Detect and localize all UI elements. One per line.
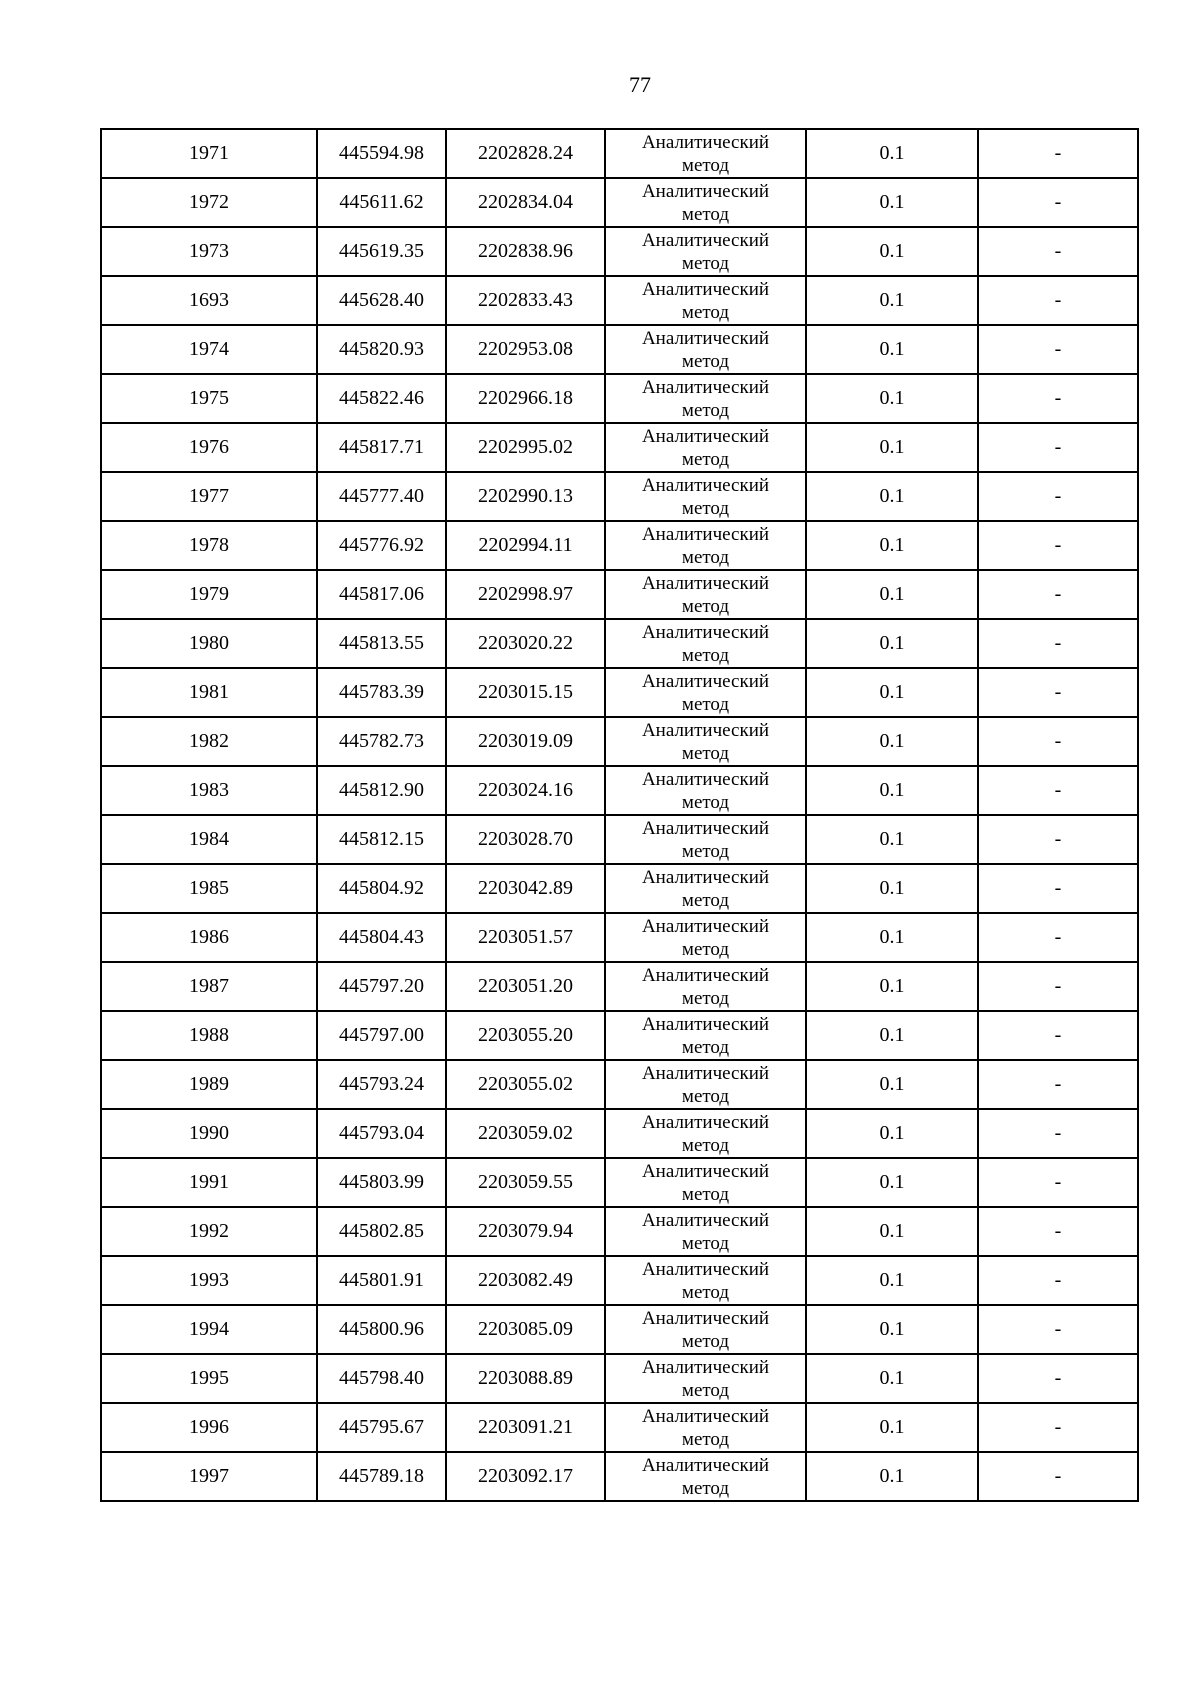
- y-coordinate-cell: 2203019.09: [446, 717, 605, 766]
- method-cell: [605, 178, 806, 227]
- method-line-2: метод: [681, 889, 730, 911]
- note-cell: -: [978, 276, 1138, 325]
- method-cell: [605, 1011, 806, 1060]
- point-number-cell: 1983: [101, 766, 317, 815]
- method-line-1: Аналитический: [641, 768, 770, 790]
- method-line-2: метод: [681, 350, 730, 372]
- method-cell: [605, 276, 806, 325]
- method-line-1: Аналитический: [641, 229, 770, 251]
- note-cell: -: [978, 864, 1138, 913]
- method-cell: [605, 668, 806, 717]
- method-line-2: метод: [681, 301, 730, 323]
- note-cell: -: [978, 1158, 1138, 1207]
- note-cell: -: [978, 619, 1138, 668]
- method-line-2: метод: [681, 203, 730, 225]
- y-coordinate-cell: 2203024.16: [446, 766, 605, 815]
- accuracy-cell: 0.1: [806, 521, 978, 570]
- accuracy-cell: 0.1: [806, 325, 978, 374]
- y-coordinate-cell: 2203015.15: [446, 668, 605, 717]
- table-row: [101, 1305, 1138, 1354]
- method-line-2: метод: [681, 644, 730, 666]
- accuracy-cell: 0.1: [806, 668, 978, 717]
- method-line-1: Аналитический: [641, 817, 770, 839]
- y-coordinate-cell: 2203082.49: [446, 1256, 605, 1305]
- table-row: [101, 668, 1138, 717]
- method-line-1: Аналитический: [641, 1160, 770, 1182]
- table-row: [101, 521, 1138, 570]
- table-row: [101, 717, 1138, 766]
- method-line-2: метод: [681, 938, 730, 960]
- y-coordinate-cell: 2202966.18: [446, 374, 605, 423]
- table-row: [101, 1011, 1138, 1060]
- method-line-2: метод: [681, 546, 730, 568]
- method-cell: [605, 619, 806, 668]
- y-coordinate-cell: 2202994.11: [446, 521, 605, 570]
- y-coordinate-cell: 2202990.13: [446, 472, 605, 521]
- method-cell: [605, 1452, 806, 1501]
- accuracy-cell: 0.1: [806, 962, 978, 1011]
- y-coordinate-cell: 2203020.22: [446, 619, 605, 668]
- point-number-cell: 1972: [101, 178, 317, 227]
- method-line-2: метод: [681, 1134, 730, 1156]
- method-line-1: Аналитический: [641, 1454, 770, 1476]
- y-coordinate-cell: 2203059.02: [446, 1109, 605, 1158]
- method-line-2: метод: [681, 1428, 730, 1450]
- y-coordinate-cell: 2203079.94: [446, 1207, 605, 1256]
- table-row: [101, 570, 1138, 619]
- method-line-2: метод: [681, 987, 730, 1009]
- method-line-2: метод: [681, 154, 730, 176]
- y-coordinate-cell: 2203042.89: [446, 864, 605, 913]
- table-row: [101, 962, 1138, 1011]
- x-coordinate-cell: 445804.92: [317, 864, 446, 913]
- note-cell: -: [978, 423, 1138, 472]
- method-line-1: Аналитический: [641, 1307, 770, 1329]
- x-coordinate-cell: 445803.99: [317, 1158, 446, 1207]
- table-row: [101, 1158, 1138, 1207]
- note-cell: -: [978, 1109, 1138, 1158]
- table-row: [101, 227, 1138, 276]
- method-line-1: Аналитический: [641, 1258, 770, 1280]
- y-coordinate-cell: 2203028.70: [446, 815, 605, 864]
- accuracy-cell: 0.1: [806, 1305, 978, 1354]
- x-coordinate-cell: 445797.20: [317, 962, 446, 1011]
- x-coordinate-cell: 445594.98: [317, 129, 446, 178]
- accuracy-cell: 0.1: [806, 570, 978, 619]
- point-number-cell: 1991: [101, 1158, 317, 1207]
- method-cell: [605, 423, 806, 472]
- x-coordinate-cell: 445776.92: [317, 521, 446, 570]
- y-coordinate-cell: 2203091.21: [446, 1403, 605, 1452]
- x-coordinate-cell: 445783.39: [317, 668, 446, 717]
- point-number-cell: 1693: [101, 276, 317, 325]
- method-line-2: метод: [681, 1085, 730, 1107]
- coordinates-table-body: [101, 129, 1138, 1501]
- method-line-1: Аналитический: [641, 327, 770, 349]
- accuracy-cell: 0.1: [806, 1207, 978, 1256]
- x-coordinate-cell: 445800.96: [317, 1305, 446, 1354]
- page-number: 77: [629, 72, 651, 97]
- point-number-cell: 1993: [101, 1256, 317, 1305]
- method-line-1: Аналитический: [641, 376, 770, 398]
- x-coordinate-cell: 445797.00: [317, 1011, 446, 1060]
- note-cell: -: [978, 1207, 1138, 1256]
- accuracy-cell: 0.1: [806, 717, 978, 766]
- method-cell: [605, 227, 806, 276]
- method-line-1: Аналитический: [641, 866, 770, 888]
- accuracy-cell: 0.1: [806, 913, 978, 962]
- y-coordinate-cell: 2203055.20: [446, 1011, 605, 1060]
- method-cell: [605, 913, 806, 962]
- point-number-cell: 1978: [101, 521, 317, 570]
- method-line-1: Аналитический: [641, 1062, 770, 1084]
- point-number-cell: 1996: [101, 1403, 317, 1452]
- x-coordinate-cell: 445801.91: [317, 1256, 446, 1305]
- method-line-2: метод: [681, 399, 730, 421]
- note-cell: -: [978, 962, 1138, 1011]
- method-cell: [605, 325, 806, 374]
- note-cell: -: [978, 374, 1138, 423]
- y-coordinate-cell: 2203088.89: [446, 1354, 605, 1403]
- point-number-cell: 1973: [101, 227, 317, 276]
- x-coordinate-cell: 445822.46: [317, 374, 446, 423]
- y-coordinate-cell: 2202834.04: [446, 178, 605, 227]
- x-coordinate-cell: 445812.15: [317, 815, 446, 864]
- point-number-cell: 1980: [101, 619, 317, 668]
- method-line-1: Аналитический: [641, 1405, 770, 1427]
- table-row: [101, 1403, 1138, 1452]
- method-cell: [605, 1305, 806, 1354]
- method-line-2: метод: [681, 791, 730, 813]
- method-cell: [605, 962, 806, 1011]
- method-cell: [605, 815, 806, 864]
- method-cell: [605, 766, 806, 815]
- note-cell: -: [978, 1256, 1138, 1305]
- accuracy-cell: 0.1: [806, 1060, 978, 1109]
- point-number-cell: 1977: [101, 472, 317, 521]
- table-row: [101, 619, 1138, 668]
- table-row: [101, 1109, 1138, 1158]
- method-line-2: метод: [681, 1477, 730, 1499]
- x-coordinate-cell: 445628.40: [317, 276, 446, 325]
- y-coordinate-cell: 2203085.09: [446, 1305, 605, 1354]
- note-cell: -: [978, 570, 1138, 619]
- y-coordinate-cell: 2203051.20: [446, 962, 605, 1011]
- method-line-2: метод: [681, 1183, 730, 1205]
- x-coordinate-cell: 445802.85: [317, 1207, 446, 1256]
- method-cell: [605, 570, 806, 619]
- note-cell: -: [978, 766, 1138, 815]
- table-row: [101, 1354, 1138, 1403]
- note-cell: -: [978, 129, 1138, 178]
- y-coordinate-cell: 2202998.97: [446, 570, 605, 619]
- y-coordinate-cell: 2203092.17: [446, 1452, 605, 1501]
- accuracy-cell: 0.1: [806, 1109, 978, 1158]
- note-cell: -: [978, 815, 1138, 864]
- x-coordinate-cell: 445795.67: [317, 1403, 446, 1452]
- note-cell: -: [978, 1354, 1138, 1403]
- y-coordinate-cell: 2203051.57: [446, 913, 605, 962]
- point-number-cell: 1988: [101, 1011, 317, 1060]
- note-cell: -: [978, 913, 1138, 962]
- method-line-1: Аналитический: [641, 964, 770, 986]
- method-line-1: Аналитический: [641, 572, 770, 594]
- accuracy-cell: 0.1: [806, 1256, 978, 1305]
- method-line-1: Аналитический: [641, 915, 770, 937]
- method-line-2: метод: [681, 497, 730, 519]
- accuracy-cell: 0.1: [806, 374, 978, 423]
- point-number-cell: 1989: [101, 1060, 317, 1109]
- point-number-cell: 1997: [101, 1452, 317, 1501]
- x-coordinate-cell: 445793.04: [317, 1109, 446, 1158]
- point-number-cell: 1985: [101, 864, 317, 913]
- accuracy-cell: 0.1: [806, 1403, 978, 1452]
- method-line-2: метод: [681, 742, 730, 764]
- point-number-cell: 1990: [101, 1109, 317, 1158]
- accuracy-cell: 0.1: [806, 619, 978, 668]
- note-cell: -: [978, 1452, 1138, 1501]
- method-cell: [605, 1403, 806, 1452]
- point-number-cell: 1987: [101, 962, 317, 1011]
- table-row: [101, 1207, 1138, 1256]
- note-cell: -: [978, 668, 1138, 717]
- x-coordinate-cell: 445789.18: [317, 1452, 446, 1501]
- method-line-2: метод: [681, 252, 730, 274]
- point-number-cell: 1982: [101, 717, 317, 766]
- method-cell: [605, 374, 806, 423]
- method-cell: [605, 864, 806, 913]
- accuracy-cell: 0.1: [806, 864, 978, 913]
- note-cell: -: [978, 1305, 1138, 1354]
- method-line-1: Аналитический: [641, 474, 770, 496]
- point-number-cell: 1971: [101, 129, 317, 178]
- table-row: [101, 374, 1138, 423]
- point-number-cell: 1974: [101, 325, 317, 374]
- x-coordinate-cell: 445619.35: [317, 227, 446, 276]
- table-row: [101, 1256, 1138, 1305]
- point-number-cell: 1994: [101, 1305, 317, 1354]
- method-line-1: Аналитический: [641, 719, 770, 741]
- method-line-1: Аналитический: [641, 670, 770, 692]
- method-line-2: метод: [681, 1379, 730, 1401]
- accuracy-cell: 0.1: [806, 766, 978, 815]
- method-cell: [605, 1256, 806, 1305]
- coordinates-table: [100, 128, 1139, 1502]
- method-line-2: метод: [681, 1330, 730, 1352]
- accuracy-cell: 0.1: [806, 1011, 978, 1060]
- note-cell: -: [978, 325, 1138, 374]
- accuracy-cell: 0.1: [806, 178, 978, 227]
- method-cell: [605, 1207, 806, 1256]
- note-cell: -: [978, 1403, 1138, 1452]
- method-line-1: Аналитический: [641, 1111, 770, 1133]
- y-coordinate-cell: 2203055.02: [446, 1060, 605, 1109]
- method-line-2: метод: [681, 1036, 730, 1058]
- accuracy-cell: 0.1: [806, 1452, 978, 1501]
- point-number-cell: 1984: [101, 815, 317, 864]
- x-coordinate-cell: 445817.71: [317, 423, 446, 472]
- y-coordinate-cell: 2203059.55: [446, 1158, 605, 1207]
- y-coordinate-cell: 2202953.08: [446, 325, 605, 374]
- note-cell: -: [978, 521, 1138, 570]
- method-line-2: метод: [681, 1232, 730, 1254]
- method-cell: [605, 129, 806, 178]
- method-cell: [605, 1158, 806, 1207]
- table-row: [101, 423, 1138, 472]
- x-coordinate-cell: 445817.06: [317, 570, 446, 619]
- method-line-2: метод: [681, 1281, 730, 1303]
- point-number-cell: 1979: [101, 570, 317, 619]
- method-line-1: Аналитический: [641, 1013, 770, 1035]
- method-line-1: Аналитический: [641, 1209, 770, 1231]
- accuracy-cell: 0.1: [806, 1158, 978, 1207]
- x-coordinate-cell: 445793.24: [317, 1060, 446, 1109]
- table-row: [101, 766, 1138, 815]
- method-line-1: Аналитический: [641, 621, 770, 643]
- y-coordinate-cell: 2202833.43: [446, 276, 605, 325]
- note-cell: -: [978, 472, 1138, 521]
- table-row: [101, 129, 1138, 178]
- table-row: [101, 472, 1138, 521]
- x-coordinate-cell: 445777.40: [317, 472, 446, 521]
- point-number-cell: 1992: [101, 1207, 317, 1256]
- x-coordinate-cell: 445782.73: [317, 717, 446, 766]
- point-number-cell: 1981: [101, 668, 317, 717]
- note-cell: -: [978, 717, 1138, 766]
- point-number-cell: 1995: [101, 1354, 317, 1403]
- method-line-2: метод: [681, 448, 730, 470]
- method-cell: [605, 1109, 806, 1158]
- table-row: [101, 178, 1138, 227]
- table-row: [101, 276, 1138, 325]
- y-coordinate-cell: 2202995.02: [446, 423, 605, 472]
- table-row: [101, 864, 1138, 913]
- note-cell: -: [978, 178, 1138, 227]
- table-row: [101, 815, 1138, 864]
- method-cell: [605, 1060, 806, 1109]
- accuracy-cell: 0.1: [806, 815, 978, 864]
- method-line-1: Аналитический: [641, 278, 770, 300]
- accuracy-cell: 0.1: [806, 472, 978, 521]
- accuracy-cell: 0.1: [806, 276, 978, 325]
- table-row: [101, 1452, 1138, 1501]
- x-coordinate-cell: 445611.62: [317, 178, 446, 227]
- table-row: [101, 325, 1138, 374]
- method-line-2: метод: [681, 693, 730, 715]
- point-number-cell: 1975: [101, 374, 317, 423]
- method-cell: [605, 521, 806, 570]
- x-coordinate-cell: 445798.40: [317, 1354, 446, 1403]
- method-line-1: Аналитический: [641, 131, 770, 153]
- method-cell: [605, 717, 806, 766]
- method-line-2: метод: [681, 595, 730, 617]
- accuracy-cell: 0.1: [806, 1354, 978, 1403]
- method-line-2: метод: [681, 840, 730, 862]
- table-row: [101, 1060, 1138, 1109]
- y-coordinate-cell: 2202838.96: [446, 227, 605, 276]
- method-cell: [605, 472, 806, 521]
- accuracy-cell: 0.1: [806, 423, 978, 472]
- point-number-cell: 1976: [101, 423, 317, 472]
- x-coordinate-cell: 445812.90: [317, 766, 446, 815]
- point-number-cell: 1986: [101, 913, 317, 962]
- x-coordinate-cell: 445820.93: [317, 325, 446, 374]
- note-cell: -: [978, 1011, 1138, 1060]
- accuracy-cell: 0.1: [806, 129, 978, 178]
- method-line-1: Аналитический: [641, 425, 770, 447]
- note-cell: -: [978, 1060, 1138, 1109]
- method-cell: [605, 1354, 806, 1403]
- method-line-1: Аналитический: [641, 180, 770, 202]
- method-line-1: Аналитический: [641, 523, 770, 545]
- x-coordinate-cell: 445813.55: [317, 619, 446, 668]
- accuracy-cell: 0.1: [806, 227, 978, 276]
- note-cell: -: [978, 227, 1138, 276]
- y-coordinate-cell: 2202828.24: [446, 129, 605, 178]
- method-line-1: Аналитический: [641, 1356, 770, 1378]
- x-coordinate-cell: 445804.43: [317, 913, 446, 962]
- table-row: [101, 913, 1138, 962]
